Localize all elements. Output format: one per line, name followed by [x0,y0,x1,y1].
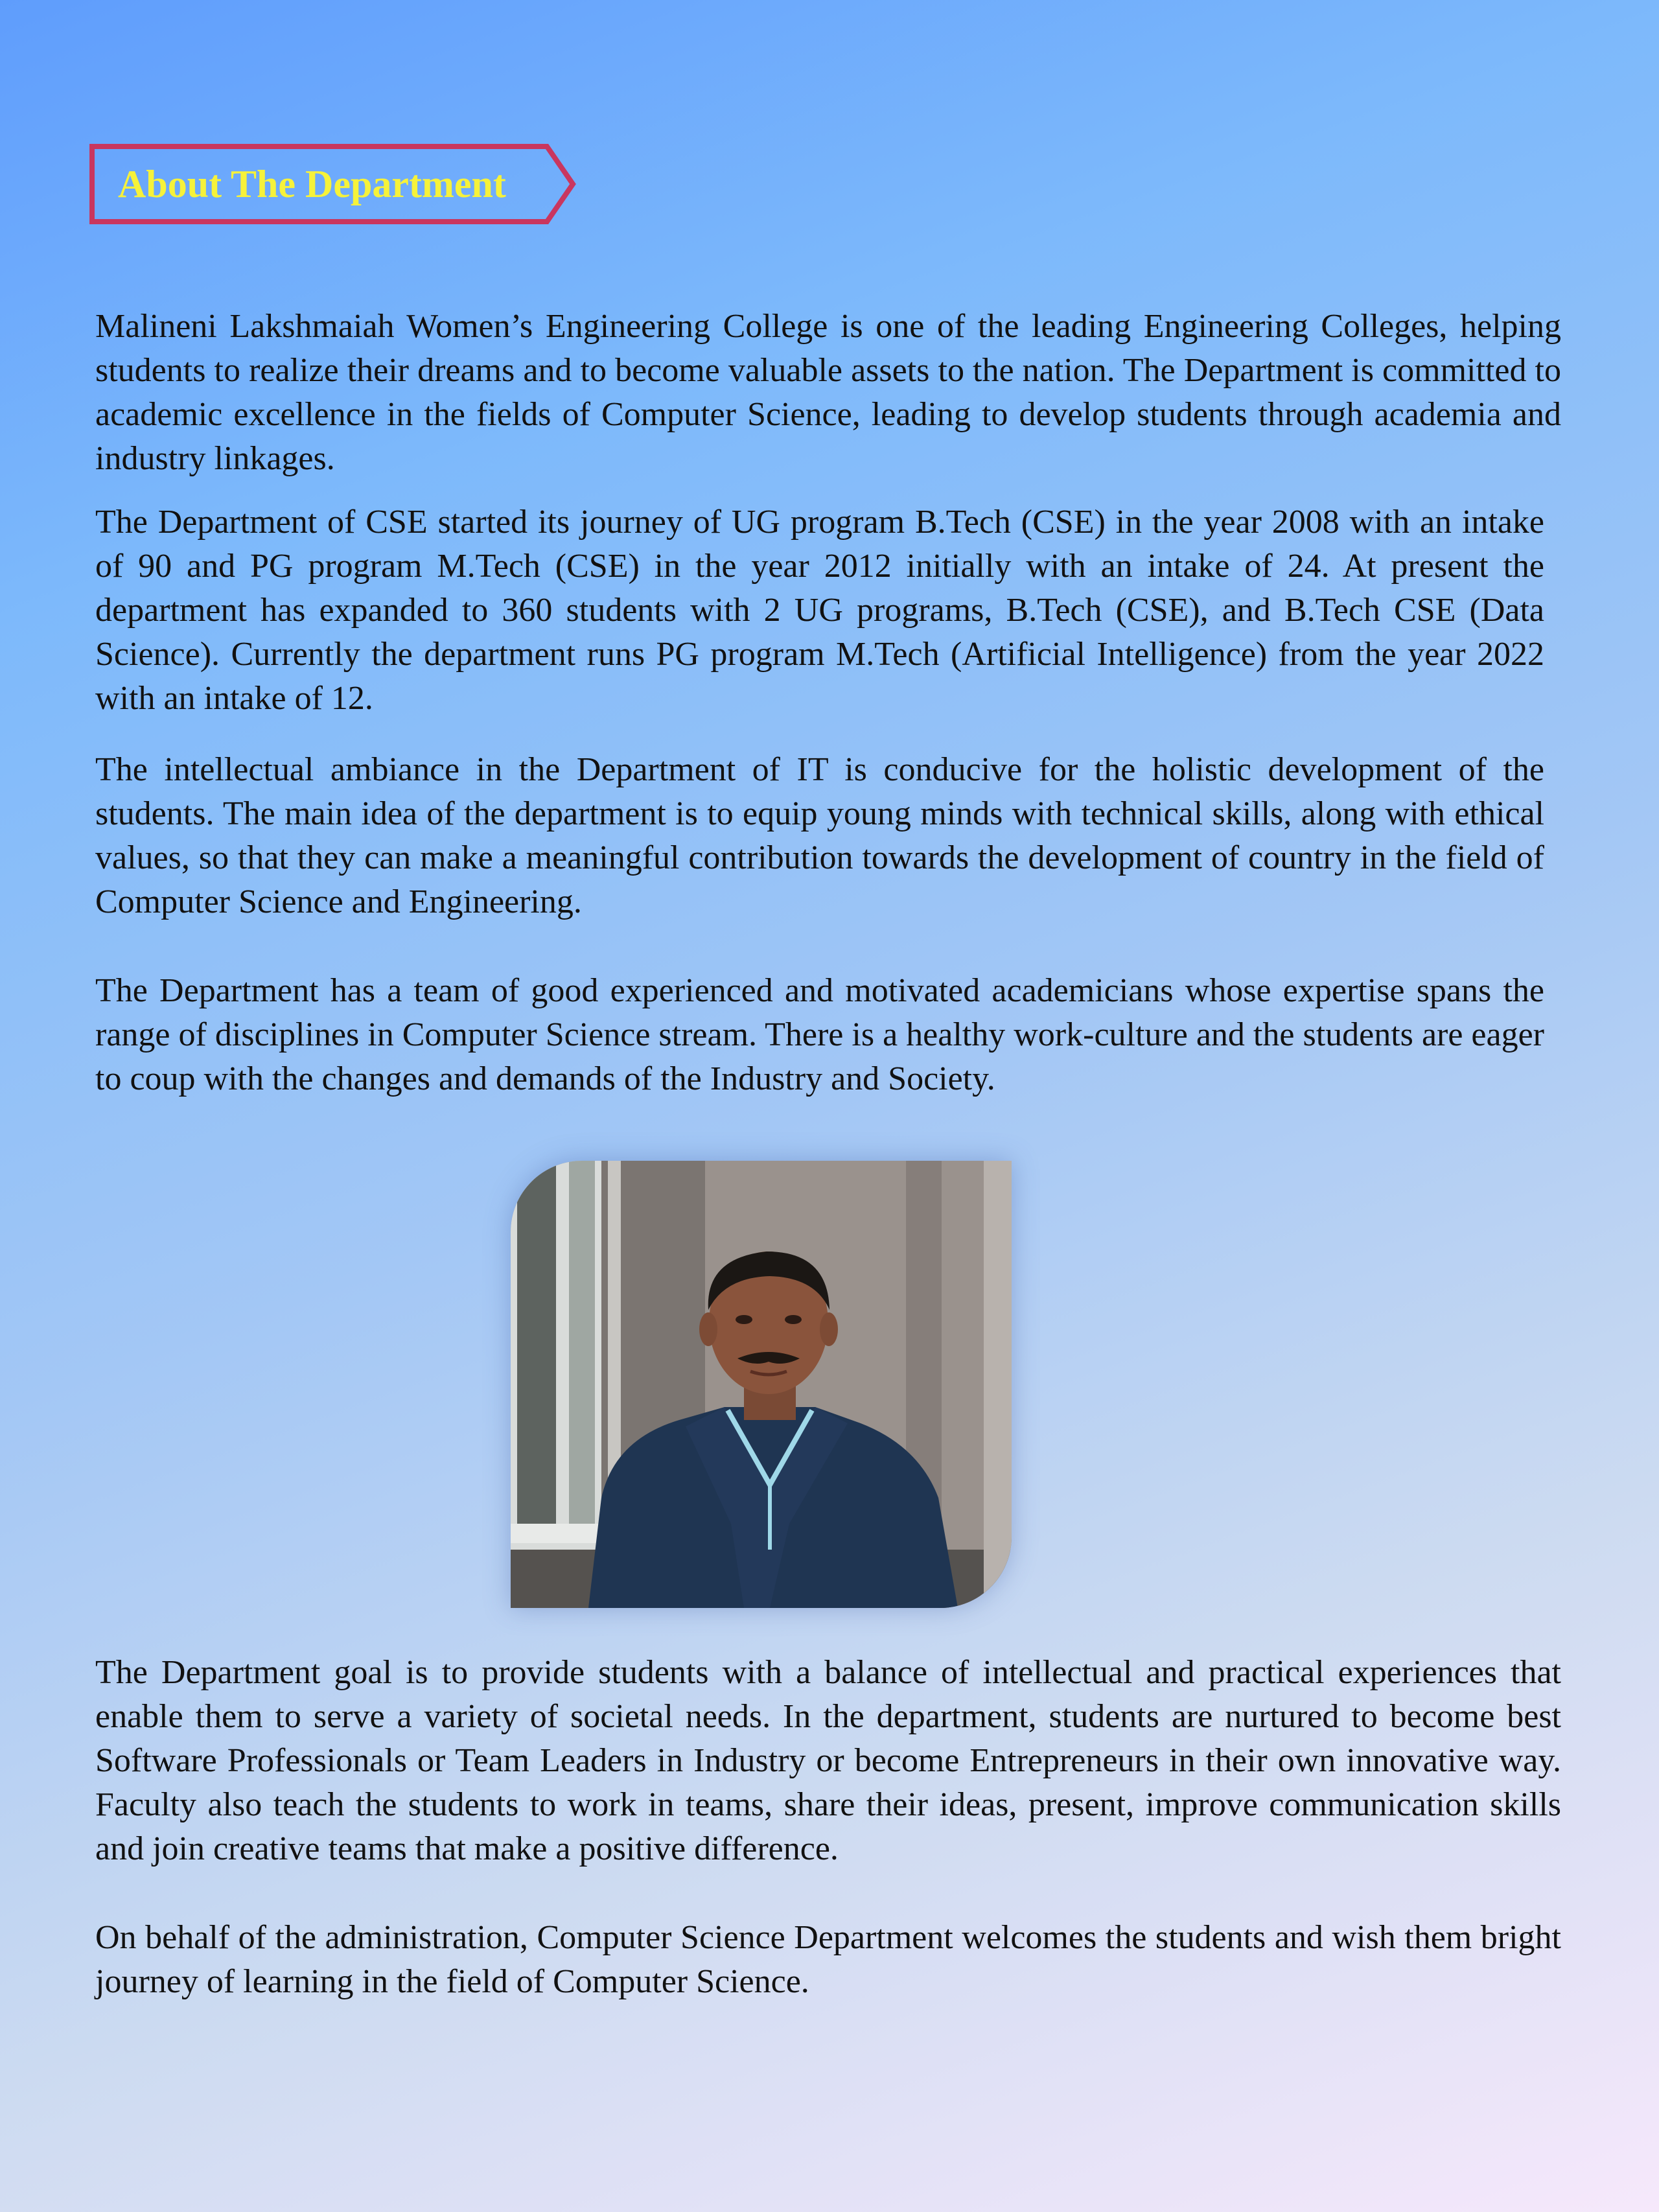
section-heading-title: About The Department [118,163,506,205]
goal-paragraph: The Department goal is to provide students with a balance of intellectual and practical experiences that enable them to serve a variety of societal needs. In the department, students are nurtured to become best Software Professionals or Team Leaders in Industry or become Entrepreneurs in their own innovative way. Faculty also teach the students to work in teams, share their ideas, present, improve communication skills and join creative teams that make a positive difference. [95,1654,1561,1867]
welcome-paragraph: On behalf of the administration, Computer Science Department welcomes the students and wish them bright journey of learning in the field of Computer Science. [95,1919,1561,2000]
history-paragraph: The Department of CSE started its journey of UG program B.Tech (CSE) in the year 2008 with an intake of 90 and PG program M.Tech (CSE) in the year 2012 initially with an intake of 24. At present the department has expanded to 360 students with 2 UG programs, B.Tech (CSE), and B.Tech CSE (Data Science). Currently the department runs PG program M.Tech (Artificial Intelligence) from the year 2022 with an intake of 12. [95,504,1544,717]
faculty-photo [511,1161,1012,1608]
faculty-paragraph: The Department has a team of good experienced and motivated academicians whose expertise spans the range of disciplines in Computer Science stream. There is a healthy work-culture and the students are eager to coup with the changes and demands of the Industry and Society. [95,972,1544,1097]
ambiance-paragraph: The intellectual ambiance in the Department of IT is conducive for the holistic development of the students. The main idea of the department is to equip young minds with technical skills, along with ethical values, so that they can make a meaningful contribution towards the development of country in the field of Computer Science and Engineering. [95,751,1544,920]
person-portrait-image [511,1161,1012,1608]
section-heading-banner [89,144,577,224]
intro-paragraph: Malineni Lakshmaiah Women’s Engineering College is one of the leading Engineering Colleges, helping students to realize their dreams and to become valuable assets to the nation. The Department is committed to academic excellence in the fields of Computer Science, leading to develop students through academia and industry linkages. [95,308,1561,477]
